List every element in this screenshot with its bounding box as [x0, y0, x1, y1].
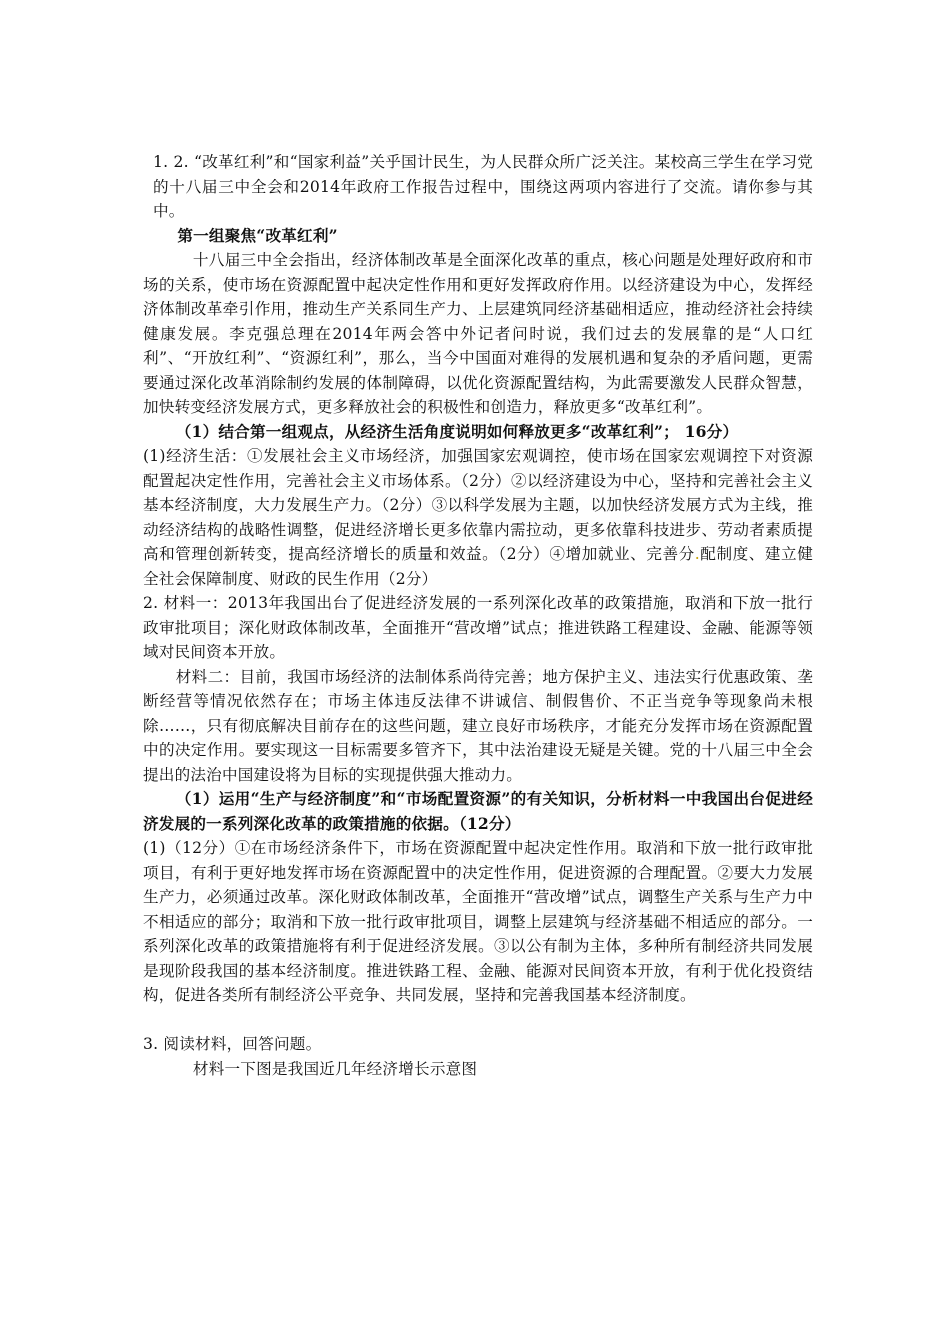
answer-1-main: (1)经济生活：①发展社会主义市场经济，加强国家宏观调控，使市场在国家宏观调控下对资源配置起决定性作用，完善社会主义市场体系。（2分）②以经济建设为中心，坚持和完善社会主义基本经济制度，大力发展生产力。（2分）③以科学发展为主题，以加快经济发展方式为主线，推动经济结构的战略性调整，促进经济增长更多依靠内需拉动，更多依靠科技进步、劳动者素质提高和管理创新转变，提高经济增长的质量和效益。（2分）④增加就业、完善分 [143, 447, 813, 563]
document-page [143, 150, 813, 1081]
group-1-title: 第一组聚焦“改革红利” [177, 225, 338, 245]
question-3-material-1: 材料一下图是我国近几年经济增长示意图 [192, 1059, 478, 1078]
answer-1-tail: 配制度、建立健全社会保障制度、财政的民生作用（2分） [143, 545, 814, 588]
question-2-subquestion: （1）运用“生产与经济制度”和“市场配置资源”的有关知识，分析材料一中我国出台促进经济发展的一系列深化改革的政策措施的依据。（12分） [143, 789, 813, 833]
question-1-intro: 1. 2. “改革红利”和“国家利益”关乎国计民生，为人民群众所广泛关注。某校高三学生在学习党的十八届三中全会和2014年政府工作报告过程中，围绕这两项内容进行了交流。请你参与其中。 [153, 153, 813, 220]
spacer [143, 1008, 813, 1033]
question-2-material-1: 2. 材料一：2013年我国出台了促进经济发展的一系列深化改革的政策措施，取消和下放一批行政审批项目；深化财政体制改革，全面推开“营改增”试点；推进铁路工程建设、金融、能源等领域对民间资本开放。 [143, 594, 813, 661]
question-3-intro: 3. 阅读材料，回答问题。 [143, 1035, 322, 1053]
question-2-material-2: 材料二：目前，我国市场经济的法制体系尚待完善；地方保护主义、违法实行优惠政策、垄断经营等情况依然存在；市场主体违反法律不讲诚信、制假售价、不正当竞争等现象尚未根除……，只有彻底解决目前存在的这些问题，建立良好市场秩序，才能充分发挥市场在资源配置中的决定作用。要实现这一目标需要多管齐下，其中法治建设无疑是关键。党的十八届三中全会提出的法治中国建设将为目标的实现提供强大推动力。 [143, 667, 813, 784]
answer-2: (1)（12分）①在市场经济条件下，市场在资源配置中起决定性作用。取消和下放一批行政审批项目，有利于更好地发挥市场在资源配置中的决定性作用，促进资源的合理配置。②要大力发展生产力，必须通过改革。深化财政体制改革，全面推开“营改增”试点，调整生产关系与生产力中不相适应的部分；取消和下放一批行政审批项目，调整上层建筑与经济基础不相适应的部分。一系列深化改革的政策措施将有利于促进经济发展。③以公有制为主体，多种所有制经济共同发展是现阶段我国的基本经济制度。推进铁路工程、金融、能源对民间资本开放，有利于优化投资结构，促进各类所有制经济公平竞争、共同发展，坚持和完善我国基本经济制度。 [143, 839, 813, 1004]
question-1-subquestion: （1）结合第一组观点，从经济生活角度说明如何释放更多“改革红利”； 16分） [175, 421, 739, 441]
answer-1-dot: . [694, 545, 700, 563]
answer-1 [143, 444, 813, 591]
group-1-text: 十八届三中全会指出，经济体制改革是全面深化改革的重点，核心问题是处理好政府和市场的关系，使市场在资源配置中起决定性作用和更好发挥政府作用。以经济建设为中心，发挥经济体制改革牵引作用，推动生产关系同生产力、上层建筑同经济基础相适应，推动经济社会持续健康发展。李克强总理在2014年两会答中外记者问时说，我们过去的发展靠的是“人口红利”、“开放红利”、“资源红利”，那么，当今中国面对难得的发展机遇和复杂的矛盾问题，更需要通过深化改革消除制约发展的体制障碍，以优化资源配置结构，为此需要激发人民群众智慧，加快转变经济发展方式，更多释放社会的积极性和创造力，释放更多“改革红利”。 [143, 251, 813, 416]
